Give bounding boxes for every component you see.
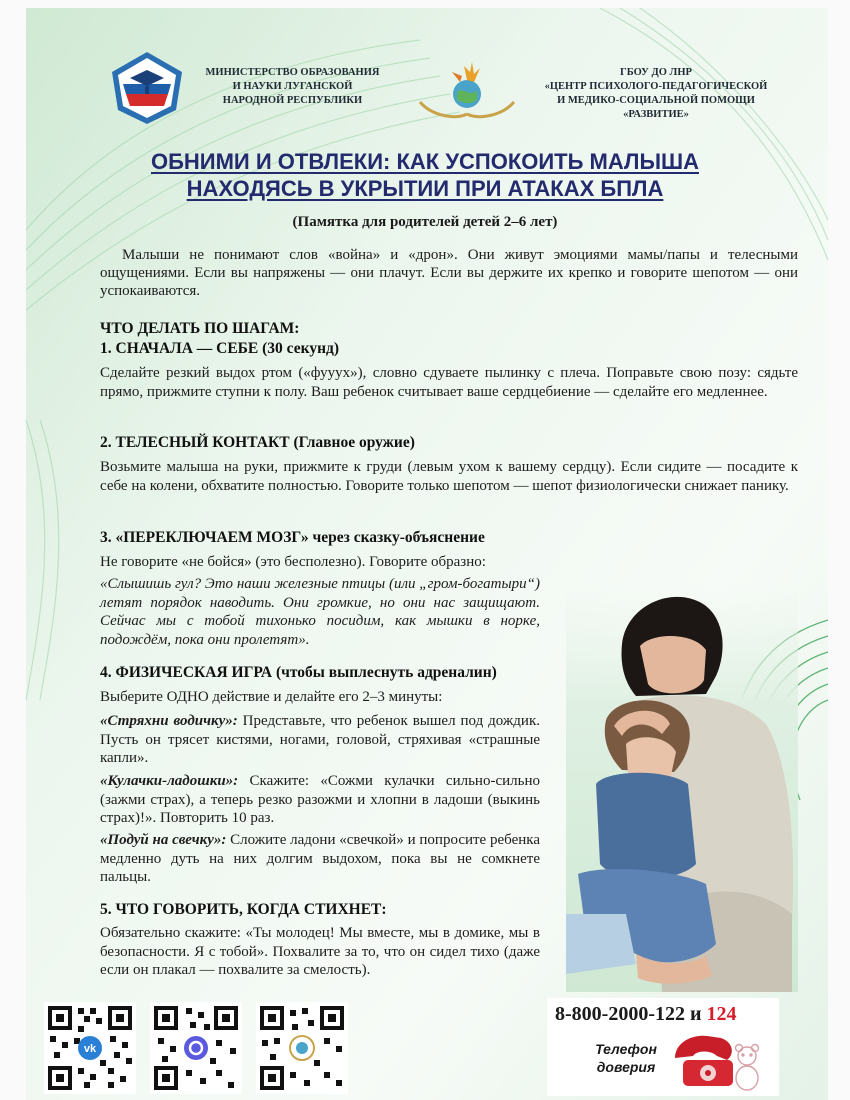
hotline-number[interactable] bbox=[555, 1003, 737, 1026]
game-blow-candle bbox=[100, 831, 540, 887]
steps-heading: ЧТО ДЕЛАТЬ ПО ШАГАМ: bbox=[100, 320, 300, 337]
qr-code-max[interactable] bbox=[150, 1002, 242, 1094]
center-line: «ЦЕНТР ПСИХОЛОГО-ПЕДАГОГИЧЕСКОЙ bbox=[544, 81, 768, 92]
game-fists-palms bbox=[100, 772, 540, 828]
step2-heading: 2. ТЕЛЕСНЫЙ КОНТАКТ (Главное оружие) bbox=[100, 434, 415, 451]
game-shake-water bbox=[100, 712, 540, 768]
step3-heading: 3. «ПЕРЕКЛЮЧАЕМ МОЗГ» через сказку-объяснение bbox=[100, 529, 485, 546]
ministry-line: НАРОДНОЙ РЕСПУБЛИКИ bbox=[222, 95, 363, 106]
step1-text: Сделайте резкий выдох ртом («фууух»), словно сдуваете пылинку с плеча. Поправьте свою позу: сядьте прямо, прижмите ступни к полу. Ваш ребенок считывает ваше сердцебиение — сделайте его медленнее. bbox=[100, 365, 798, 400]
ministry-line: И НАУКИ ЛУГАНСКОЙ bbox=[232, 81, 353, 92]
page-subtitle: (Памятка для родителей детей 2–6 лет) bbox=[292, 214, 558, 230]
center-line: И МЕДИКО-СОЦИАЛЬНОЙ ПОМОЩИ bbox=[557, 95, 755, 106]
step3-quote: «Слышишь гул? Это наши железные птицы (или „гром-богатыри“) летят порядок наводить. Они громкие, но они нас защищают. Сейчас мы с тобой тихонько посидим, как мышки в норке, подождём, пока они пролетят». bbox=[100, 576, 540, 648]
game-name: «Стряхни водичку»: bbox=[100, 713, 238, 729]
game-text: Представьте, что ребенок вышел под дождик. Пусть он трясет кистями, ногами, головой, стряхивая «страшные капли». bbox=[100, 713, 540, 766]
title-line-1: ОБНИМИ И ОТВЛЕКИ: КАК УСПОКОИТЬ МАЛЫША bbox=[150, 149, 699, 174]
game-name: «Подуй на свечку»: bbox=[100, 832, 227, 848]
game-text: Сложите ладони «свечкой» и попросите ребенка медленно дуть на них долгим выдохом, пока вы не сомкнете пальцы. bbox=[100, 832, 540, 885]
hotline-label bbox=[586, 1040, 666, 1076]
step1-heading: 1. СНАЧАЛА — СЕБЕ (30 секунд) bbox=[100, 340, 340, 357]
step4-text: Выберите ОДНО действие и делайте его 2–3 минуты: bbox=[100, 689, 443, 705]
hotline-label-line: Телефон bbox=[595, 1041, 657, 1057]
step5-heading: 5. ЧТО ГОВОРИТЬ, КОГДА СТИХНЕТ: bbox=[100, 901, 387, 918]
qr-code-vk[interactable] bbox=[44, 1002, 136, 1094]
intro-paragraph: Малыши не понимают слов «война» и «дрон». Они живут эмоциями мамы/папы и телесными ощущениями. Если вы напряжены — они плачут. Если вы держите их крепко и говорите шепотом — они успокаиваются. bbox=[100, 247, 798, 299]
hotline-short-number: 124 bbox=[706, 1003, 737, 1025]
center-line: ГБОУ ДО ЛНР bbox=[620, 67, 692, 78]
ministry-name bbox=[195, 66, 390, 108]
center-logo bbox=[412, 58, 522, 124]
step2-text: Возьмите малыша на руки, прижмите к груди (левым ухом к вашему сердцу). Если сидите — посадите к себе на колени, обхватите полностью. Говорите только шепотом — шепот физиологически снижает панику. bbox=[100, 459, 798, 494]
title-line-2: НАХОДЯСЬ В УКРЫТИИ ПРИ АТАКАХ БПЛА bbox=[186, 176, 664, 201]
hotline-label-line: доверия bbox=[596, 1059, 656, 1075]
hotline-main-number: 8-800-2000-122 и bbox=[555, 1003, 707, 1025]
page-title bbox=[100, 148, 750, 202]
qr-code-site[interactable] bbox=[256, 1002, 348, 1094]
ministry-line: МИНИСТЕРСТВО ОБРАЗОВАНИЯ bbox=[205, 67, 380, 78]
center-name bbox=[536, 66, 776, 122]
step5-text: Обязательно скажите: «Ты молодец! Мы вместе, мы в домике, мы в безопасности. Я с тобой». Похвалите за то, что он сидел тихо (даже если он плакал — похвалите за смелость). bbox=[100, 925, 540, 978]
ministry-logo bbox=[106, 48, 188, 128]
game-name: «Кулачки-ладошки»: bbox=[100, 773, 239, 789]
step4-heading: 4. ФИЗИЧЕСКАЯ ИГРА (чтобы выплеснуть адреналин) bbox=[100, 664, 497, 681]
center-line: «РАЗВИТИЕ» bbox=[623, 109, 689, 120]
game-text: Скажите: «Сожми кулачки сильно-сильно (зажми страх), а теперь резко разожми и хлопни в ладоши (выкинь страх)!». Повторить 10 раз. bbox=[100, 773, 540, 826]
parent-hugging-child-photo bbox=[566, 584, 798, 992]
svg-text:vk: vk bbox=[83, 1043, 97, 1055]
step3-text: Не говорите «не бойся» (это бесполезно). Говорите образно: bbox=[100, 554, 486, 570]
